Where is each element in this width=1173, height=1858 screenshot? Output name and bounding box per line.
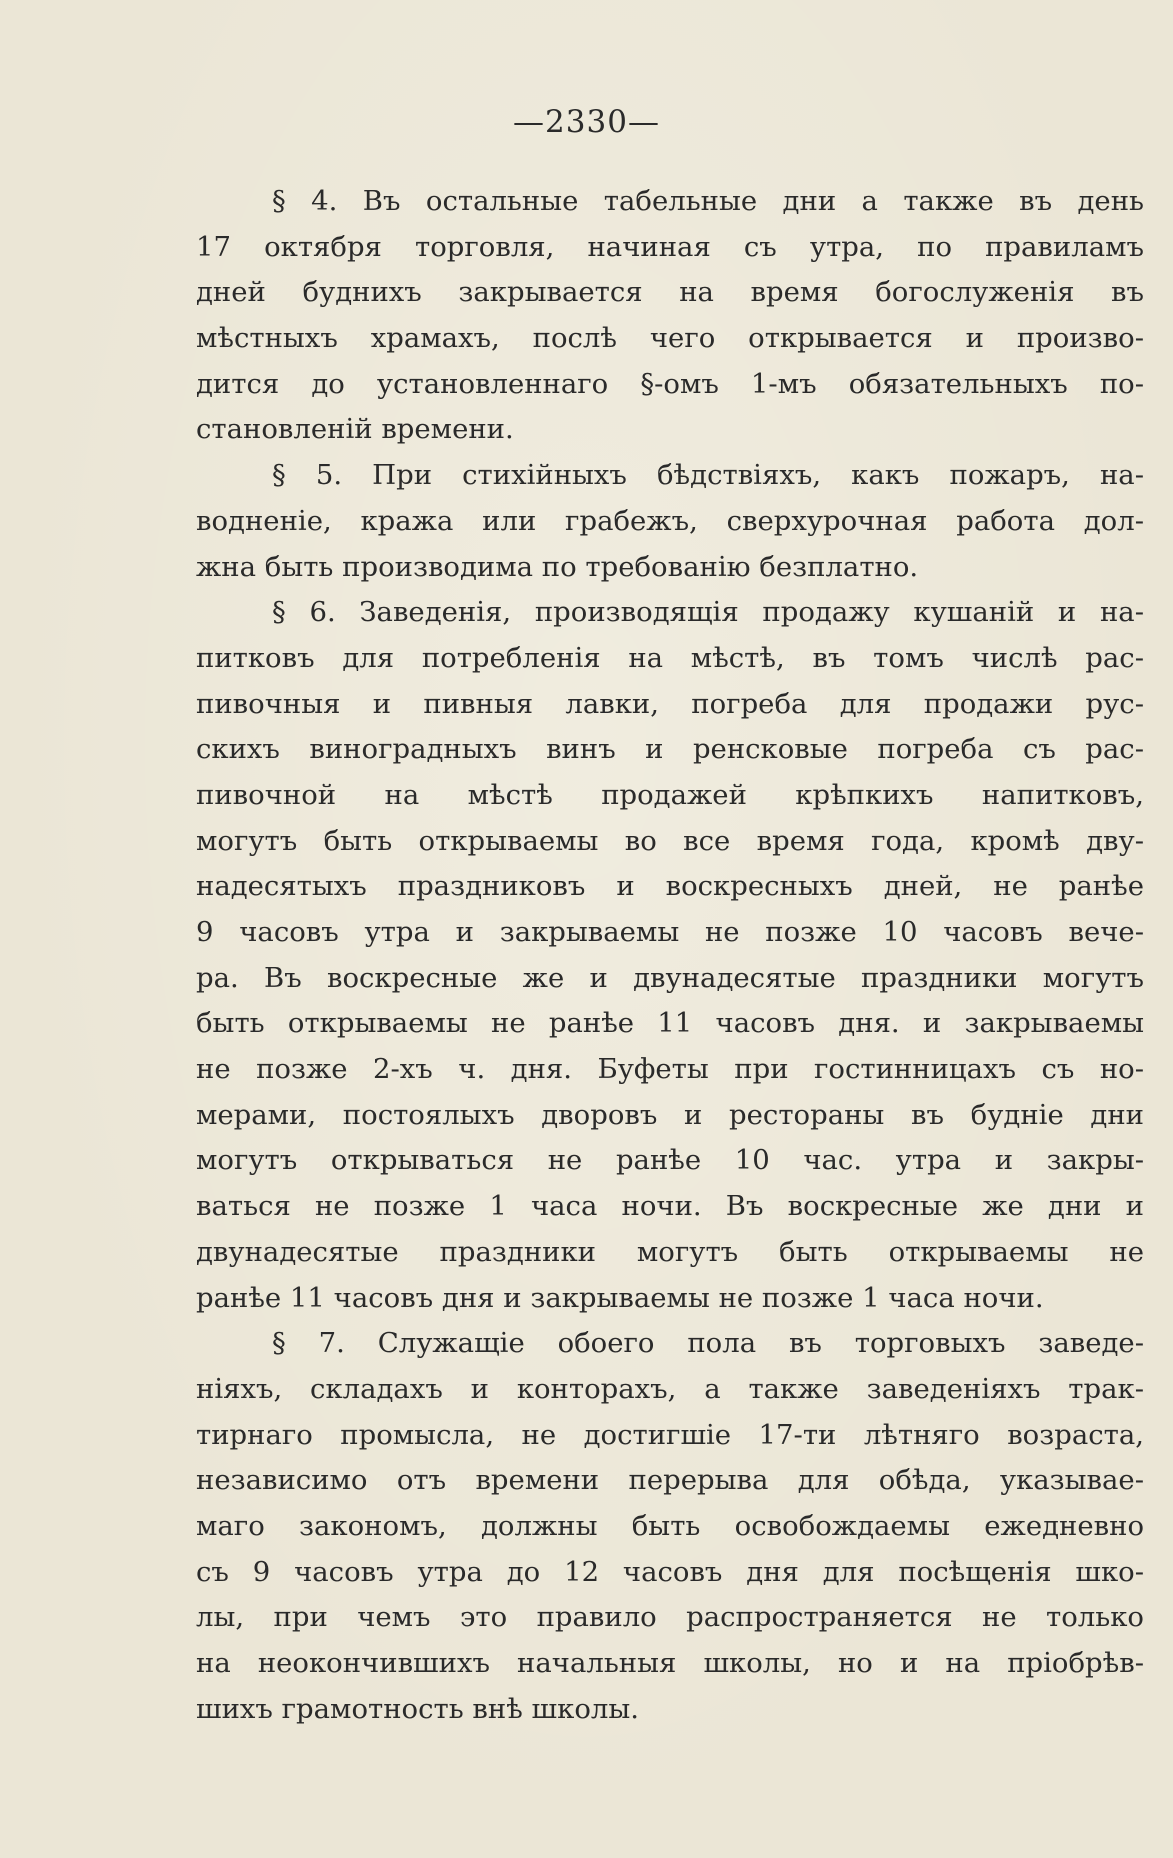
text-line: мѣстныхъ храмахъ, послѣ чего открывается и произво- <box>196 322 1144 355</box>
text-line: съ 9 часовъ утра до 12 часовъ дня для посѣщенія шко- <box>196 1555 1144 1588</box>
text-line: питковъ для потребленія на мѣстѣ, въ томъ числѣ рас- <box>196 641 1144 674</box>
page-number: —2330— <box>513 104 660 140</box>
text-line: лы, при чемъ это правило распространяется не только <box>196 1601 1144 1634</box>
text-line: скихъ виноградныхъ винъ и ренсковые погреба съ рас- <box>196 733 1144 766</box>
text-line: 17 октября торговля, начиная съ утра, по правиламъ <box>196 230 1144 263</box>
text-line: ніяхъ, складахъ и конторахъ, а также заведеніяхъ трак- <box>196 1372 1144 1405</box>
text-line: могутъ открываться не ранѣе 10 час. утра и закры- <box>196 1144 1144 1177</box>
text-line: ра. Въ воскресные же и двунадесятые праздники могутъ <box>196 961 1144 994</box>
text-line: дней буднихъ закрывается на время богослуженія въ <box>196 276 1144 309</box>
text-line: становленій времени. <box>196 413 514 446</box>
text-line: надесятыхъ праздниковъ и воскресныхъ дней, не ранѣе <box>196 870 1144 903</box>
text-line: могутъ быть открываемы во все время года, кромѣ дву- <box>196 824 1144 857</box>
text-line: водненіе, кража или грабежъ, сверхурочная работа дол- <box>196 504 1144 537</box>
text-line: шихъ грамотность внѣ школы. <box>196 1692 639 1725</box>
text-line: ранѣе 11 часовъ дня и закрываемы не позже 1 часа ночи. <box>196 1281 1044 1314</box>
text-line: двунадесятые праздники могутъ быть открываемы не <box>196 1235 1144 1268</box>
text-line: § 4. Въ остальные табельные дни а также въ день <box>272 185 1144 217</box>
text-line: дится до установленнаго §-омъ 1-мъ обязательныхъ по- <box>196 367 1144 400</box>
text-line: тирнаго промысла, не достигшіе 17-ти лѣтняго возраста, <box>196 1418 1144 1451</box>
paragraph-4 <box>196 179 1144 453</box>
text-line: независимо отъ времени перерыва для обѣда, указывае- <box>196 1464 1144 1497</box>
text-line: § 7. Служащіе обоего пола въ торговыхъ заведе- <box>272 1327 1144 1360</box>
text-line: § 6. Заведенія, производящія продажу кушаній и на- <box>272 596 1144 629</box>
text-line: ваться не позже 1 часа ночи. Въ воскресные же дни и <box>196 1190 1144 1223</box>
text-line: не позже 2-хъ ч. дня. Буфеты при гостинницахъ съ но- <box>196 1053 1144 1086</box>
text-line: пивочной на мѣстѣ продажей крѣпкихъ напитковъ, <box>196 778 1144 811</box>
text-line: маго закономъ, должны быть освобождаемы ежедневно <box>196 1509 1144 1542</box>
text-line: жна быть производима по требованію безплатно. <box>196 550 919 583</box>
paragraph-5 <box>196 453 1144 590</box>
text-line: на неокончившихъ начальныя школы, но и на пріобрѣв- <box>196 1647 1144 1679</box>
text-line: § 5. При стихійныхъ бѣдствіяхъ, какъ пожаръ, на- <box>272 459 1144 492</box>
text-line: быть открываемы не ранѣе 11 часовъ дня. и закрываемы <box>196 1007 1144 1040</box>
text-line: мерами, постоялыхъ дворовъ и рестораны въ будніе дни <box>196 1098 1144 1131</box>
text-line: 9 часовъ утра и закрываемы не позже 10 часовъ вече- <box>196 916 1144 948</box>
document-body <box>196 179 1144 1732</box>
paragraph-7 <box>196 1321 1144 1732</box>
text-line: пивочныя и пивныя лавки, погреба для продажи рус- <box>196 687 1144 720</box>
paragraph-6 <box>196 590 1144 1321</box>
